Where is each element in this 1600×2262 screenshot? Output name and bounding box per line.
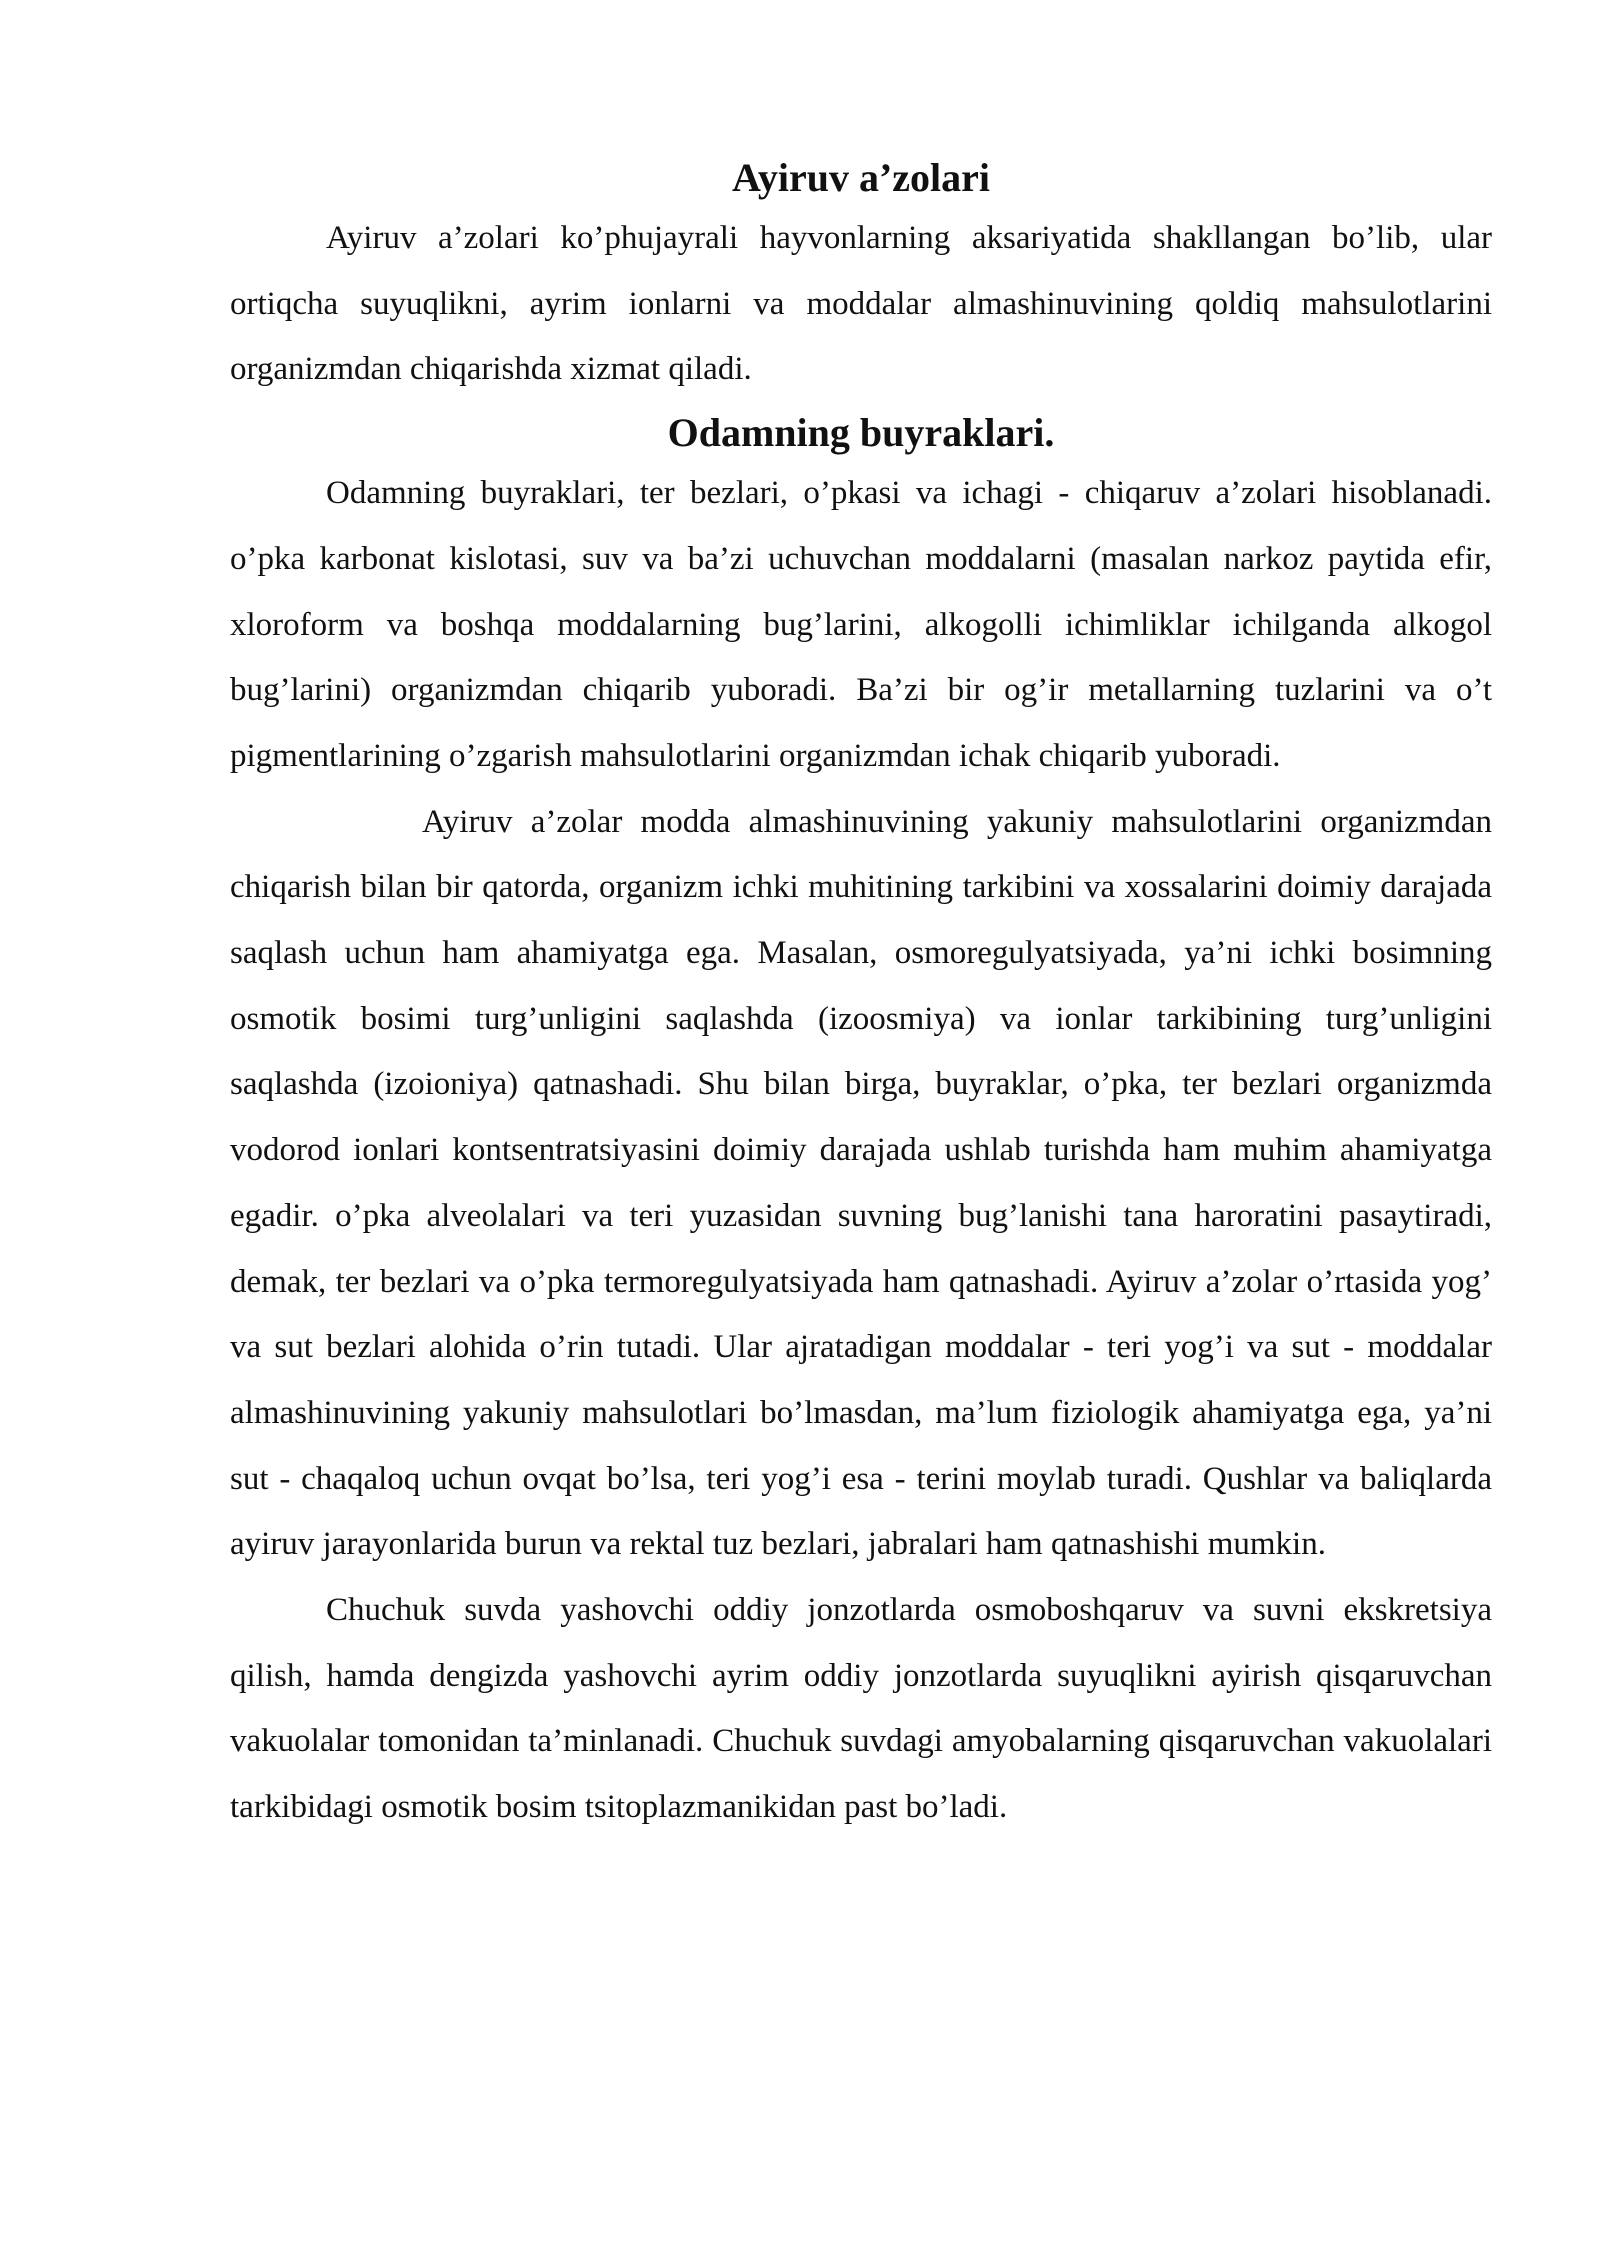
paragraph-homeostasis: Ayiruv a’zolar modda almashinuvining yakuniy mahsulotlarini organizmdan chiqarish bilan bir qatorda, organizm ichki muhitining tarkibini va xossalarini doimiy darajada saqlash uchun ham ahamiyatga ega. Masalan, osmoregulyatsiyada, ya’ni ichki bosimning osmotik bosimi turg’unligini saqlashda (izoosmiya) va ionlar tarkibining turg’unligini saqlashda (izoioniya) qatnashadi. Shu bilan birga, buyraklar, o’pka, ter bezlari organizmda vodorod ionlari kontsentratsiyasini doimiy darajada ushlab turishda ham muhim ahamiyatga egadir. o’pka alveolalari va teri yuzasidan suvning bug’lanishi tana haroratini pasaytiradi, demak, ter bezlari va o’pka termoregulyatsiyada ham qatnashadi. Ayiruv a’zolar o’rtasida yog’ va sut bezlari alohida o’rin tutadi. Ular ajratadigan moddalar - teri yog’i va sut - moddalar almashinuvining yakuniy mahsulotlari bo’lmasdan, ma’lum fiziologik ahamiyatga ega, ya’ni sut - chaqaloq uchun ovqat bo’lsa, teri yog’i esa - terini moylab turadi. Qushlar va baliqlarda ayiruv jarayonlarida burun va rektal tuz bezlari, jabralari ham qatnashishi mumkin. — [230, 803, 1492, 1563]
page-title: Ayiruv a’zolari — [731, 155, 991, 200]
section-title: Odamning buyraklari. — [667, 410, 1055, 456]
intro-paragraph: Ayiruv a’zolari ko’phujayrali hayvonlarning aksariyatida shakllangan bo’lib, ular ortiqcha suyuqlikni, ayrim ionlarni va moddalar almashinuvining qoldiq mahsulotlarini organizmdan chiqarishda xizmat qiladi. — [230, 220, 1492, 388]
paragraph-protozoa: Chuchuk suvda yashovchi oddiy jonzotlarda osmoboshqaruv va suvni ekskretsiya qilish, hamda dengizda yashovchi ayrim oddiy jonzotlarda suyuqlikni ayirish qisqaruvchan vakuolalar tomonidan ta’minlanadi. Chuchuk suvdagi amyobalarning qisqaruvchan vakuolalari tarkibidagi osmotik bosim tsitoplazmanikidan past bo’ladi. — [230, 1592, 1492, 1826]
document-body — [230, 150, 1492, 1841]
paragraph-excretory-organs: Odamning buyraklari, ter bezlari, o’pkasi va ichagi - chiqaruv a’zolari hisoblanadi. o’pka karbonat kislotasi, suv va ba’zi uchuvchan moddalarni (masalan narkoz paytida efir, xloroform va boshqa moddalarning bug’larini, alkogolli ichimliklar ichilganda alkogol bug’larini) organizmdan chiqarib yuboradi. Ba’zi bir og’ir metallarning tuzlarini va o’t pigmentlarining o’zgarish mahsulotlarini organizmdan ichak chiqarib yuboradi. — [230, 475, 1492, 774]
